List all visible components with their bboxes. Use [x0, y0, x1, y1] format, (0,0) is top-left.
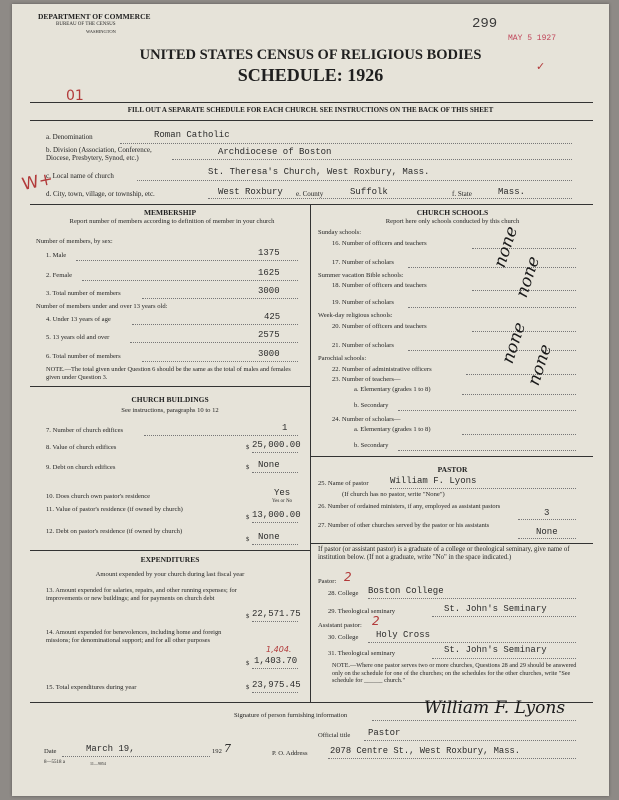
q24-label: 24. Number of scholars—: [332, 416, 401, 423]
county-value[interactable]: Suffolk: [350, 187, 388, 197]
q8-value-of-edifices[interactable]: 25,000.00: [252, 440, 301, 450]
q8-label: 8. Value of church edifices: [46, 444, 117, 451]
q5-over13-value[interactable]: 2575: [258, 330, 280, 340]
q12-line: [252, 544, 298, 545]
city-label: d. City, town, village, or township, etc.: [46, 190, 155, 198]
q2-label: 2. Female: [46, 272, 73, 279]
q15-line: [252, 692, 298, 693]
members-by-age-heading: Number of members under and over 13 years old:: [36, 303, 168, 310]
q30-line: [368, 642, 576, 643]
year-suffix: 7: [224, 742, 231, 755]
pastor-signature: William F. Lyons: [424, 698, 566, 718]
q6-label: 6. Total number of members: [46, 353, 121, 360]
q30-college-value[interactable]: Holy Cross: [376, 630, 431, 640]
q2-female-value[interactable]: 1625: [258, 268, 280, 278]
assistant-subheading: Assistant pastor:: [318, 622, 362, 629]
q11-dollar-sign: $: [246, 514, 250, 521]
handwritten-none-3: none: [498, 319, 531, 367]
q15-label: 15. Total expenditures during year: [46, 684, 137, 691]
date-line: [62, 756, 210, 757]
q9-line: [252, 472, 298, 473]
form-instructions: FILL OUT A SEPARATE SCHEDULE FOR EACH CHURCH. SEE INSTRUCTIONS ON THE BACK OF THIS SHEET: [127, 106, 494, 114]
q14-label: 14. Amount expended for benevolences, including home and foreign missions; for denominational support; and for all other purposes: [46, 629, 222, 644]
q26-assistant-pastors-value[interactable]: 3: [544, 508, 550, 518]
received-date-stamp: MAY 5 1927: [508, 34, 557, 43]
q14-line: [252, 668, 298, 669]
q2-line: [82, 280, 298, 281]
pastor-red-mark: 2: [344, 570, 352, 584]
q23a-line: [462, 394, 576, 395]
schools-title: CHURCH SCHOOLS: [416, 208, 489, 217]
parochial-schools-heading: Parochial schools:: [318, 355, 367, 362]
membership-note: NOTE.—The total given under Question 6 should be the same as the total of males and females given under Question 3.: [46, 366, 291, 381]
pastor-title: PASTOR: [437, 465, 468, 474]
q7-label: 7. Number of church edifices: [46, 427, 124, 434]
q24b-label: b. Secondary: [354, 442, 389, 449]
address-line: [328, 758, 576, 759]
q9-dollar-sign: $: [246, 464, 250, 471]
q18-label: 18. Number of officers and teachers: [332, 282, 427, 289]
q3-label: 3. Total number of members: [46, 290, 121, 297]
q10-label: 10. Does church own pastor's residence: [46, 493, 151, 500]
q12-label: 12. Debt on pastor's residence (if owned by church): [46, 528, 183, 535]
census-schedule-sheet: [12, 4, 609, 796]
bureau-city: WASHINGTON: [86, 29, 116, 34]
department-name: DEPARTMENT OF COMMERCE: [38, 12, 151, 21]
q21-label: 21. Number of scholars: [332, 342, 394, 349]
q14-red-correction: 1,404.: [266, 645, 292, 654]
local-name-line: [137, 180, 572, 181]
q15-total-expenditures-value[interactable]: 23,975.45: [252, 680, 301, 690]
form-subtitle: SCHEDULE: 1926: [237, 65, 384, 85]
q28-label: 28. College: [328, 590, 359, 597]
q31-seminary-value[interactable]: St. John's Seminary: [444, 645, 547, 655]
weekday-schools-heading: Week-day religious schools:: [318, 312, 393, 319]
q25-pastor-name-value[interactable]: William F. Lyons: [390, 476, 477, 486]
header-rule-top: [30, 102, 593, 103]
membership-intro: Report number of members according to definition of member in your church: [69, 218, 275, 225]
handwritten-none-2: none: [512, 253, 545, 301]
q8-dollar-sign: $: [246, 444, 250, 451]
pastor-subheading: Pastor:: [318, 578, 337, 585]
q28-college-value[interactable]: Boston College: [368, 586, 444, 596]
q25-label: 25. Name of pastor: [318, 480, 369, 487]
q5-line: [130, 342, 298, 343]
assistant-red-mark: 2: [372, 614, 380, 628]
q26-line: [518, 519, 576, 520]
q11-residence-value[interactable]: 13,000.00: [252, 510, 301, 520]
schools-bottom-rule: [310, 456, 593, 457]
division-line: [172, 159, 572, 160]
q31-line: [432, 658, 576, 659]
handwritten-none-4: none: [524, 341, 557, 389]
division-value[interactable]: Archdiocese of Boston: [218, 147, 332, 157]
handwritten-none-1: none: [490, 223, 523, 271]
q22-label: 22. Number of administrative officers: [332, 366, 432, 373]
q10-residence-value[interactable]: Yes: [274, 488, 291, 498]
form-number-stamp: 299: [472, 16, 498, 32]
q12-debt-value[interactable]: None: [258, 532, 280, 542]
q31-label: 31. Theological seminary: [328, 650, 396, 657]
q13-label: 13. Amount expended for salaries, repairs, and other running expenses; for improvements or new buildings; and for payments on church debt: [46, 587, 237, 602]
division-label: b. Division (Association, Conference, Diocese, Presbytery, Synod, etc.): [46, 146, 152, 162]
q1-line: [76, 260, 298, 261]
q23a-label: a. Elementary (grades 1 to 8): [354, 386, 431, 393]
pastor-note: NOTE.—Where one pastor serves two or more churches, Questions 28 and 29 should be answered only on the schedule for one of the churches; on the schedules for the other churches, write "See schedule for ______ church.": [332, 662, 577, 684]
q28-line: [368, 598, 576, 599]
print-code: 11—9054: [90, 761, 106, 766]
denomination-line: [120, 143, 572, 144]
q19-line: [408, 307, 576, 308]
q29-line: [432, 616, 576, 617]
denomination-value[interactable]: Roman Catholic: [154, 130, 230, 140]
identification-bottom-rule: [30, 204, 593, 205]
red-check-mark: ✓: [536, 61, 546, 73]
q13-dollar-sign: $: [246, 613, 250, 620]
sunday-schools-heading: Sunday schools:: [318, 229, 362, 236]
form-code: 8—5518 a: [44, 760, 65, 765]
q25-hint: (If church has no pastor, write "None"): [342, 491, 445, 498]
bureau-name: BUREAU OF THE CENSUS: [56, 22, 116, 27]
q4-line: [132, 324, 298, 325]
q9-label: 9. Debt on church edifices: [46, 464, 116, 471]
schools-intro: Report here only schools conducted by this church: [385, 218, 520, 225]
q11-line: [252, 522, 298, 523]
q15-dollar-sign: $: [246, 684, 250, 691]
signature-line: [372, 720, 576, 721]
buildings-title: CHURCH BUILDINGS: [131, 395, 209, 404]
column-divider: [310, 204, 311, 702]
summer-schools-heading: Summer vacation Bible schools:: [318, 272, 404, 279]
q4-label: 4. Under 13 years of age: [46, 316, 111, 323]
q1-label: 1. Male: [46, 252, 67, 259]
q24b-line: [398, 450, 576, 451]
county-label: e. County: [296, 190, 324, 198]
q27-line: [518, 538, 576, 539]
q29-seminary-value[interactable]: St. John's Seminary: [444, 604, 547, 614]
red-code-mark: 01: [66, 88, 84, 104]
q27-label: 27. Number of other churches served by the pastor or his assistants: [318, 522, 490, 529]
q24a-line: [462, 434, 576, 435]
address-value[interactable]: 2078 Centre St., West Roxbury, Mass.: [330, 746, 521, 756]
address-label: P. O. Address: [272, 750, 308, 757]
header-rule-bottom: [30, 120, 593, 121]
expenditures-title: EXPENDITURES: [140, 555, 200, 564]
q26-label: 26. Number of ordained ministers, if any, employed as assistant pastors: [318, 503, 501, 510]
date-label: Date: [44, 748, 57, 755]
year-prefix: 192: [212, 748, 222, 755]
q29-label: 29. Theological seminary: [328, 608, 396, 615]
q14-benevolences-value[interactable]: 1,403.70: [254, 656, 298, 666]
state-value[interactable]: Mass.: [498, 187, 526, 197]
signature-label: Signature of person furnishing information: [234, 712, 348, 719]
q23b-label: b. Secondary: [354, 402, 389, 409]
q17-label: 17. Number of scholars: [332, 259, 394, 266]
members-by-sex-heading: Number of members, by sex:: [36, 238, 113, 245]
q23-label: 23. Number of teachers—: [332, 376, 401, 383]
q7-edifices-value[interactable]: 1: [282, 423, 288, 433]
local-name-label: c. Local name of church: [46, 172, 114, 180]
q3-line: [142, 298, 298, 299]
q7-line: [144, 435, 298, 436]
buildings-bottom-rule: [30, 550, 310, 551]
q3-total-value[interactable]: 3000: [258, 286, 280, 296]
city-line: [208, 198, 572, 199]
state-label: f. State: [452, 190, 472, 198]
q10-hint: Yes or No: [272, 499, 293, 504]
denomination-label: a. Denomination: [46, 133, 93, 141]
q19-label: 19. Number of scholars: [332, 299, 394, 306]
q23b-line: [398, 410, 576, 411]
q8-line: [252, 452, 298, 453]
expenditures-intro: Amount expended by your church during last fiscal year: [95, 571, 245, 578]
local-name-value[interactable]: St. Theresa's Church, West Roxbury, Mass.: [208, 167, 430, 177]
q16-label: 16. Number of officers and teachers: [332, 240, 427, 247]
q24a-label: a. Elementary (grades 1 to 8): [354, 426, 431, 433]
q6-total-value[interactable]: 3000: [258, 349, 280, 359]
q5-label: 5. 13 years old and over: [46, 334, 110, 341]
q12-dollar-sign: $: [246, 536, 250, 543]
q4-under13-value[interactable]: 425: [264, 312, 281, 322]
pastor-mid-rule: [310, 543, 593, 544]
official-title-label: Official title: [318, 732, 351, 739]
membership-bottom-rule: [30, 386, 310, 387]
q16-line: [472, 248, 576, 249]
q6-line: [142, 361, 298, 362]
college-intro: If pastor (or assistant pastor) is a graduate of a college or theological seminary, give name of institution below. (If not a graduate, write "No" in the space indicated.): [318, 546, 570, 561]
q9-debt-value[interactable]: None: [258, 460, 280, 470]
q25-line: [390, 488, 576, 489]
q22-line: [466, 374, 576, 375]
membership-title: MEMBERSHIP: [143, 208, 197, 217]
q11-label: 11. Value of pastor's residence (if owned by church): [46, 506, 183, 513]
margin-red-note: W+: [20, 168, 55, 196]
official-title-value[interactable]: Pastor: [368, 728, 401, 738]
q13-running-expenses-value[interactable]: 22,571.75: [252, 609, 301, 619]
q27-other-churches-value[interactable]: None: [536, 527, 558, 537]
q13-line: [252, 621, 298, 622]
q14-dollar-sign: $: [246, 660, 250, 667]
city-value[interactable]: West Roxbury: [218, 187, 283, 197]
form-title: UNITED STATES CENSUS OF RELIGIOUS BODIES: [139, 47, 482, 63]
q1-male-value[interactable]: 1375: [258, 248, 280, 258]
q20-label: 20. Number of officers and teachers: [332, 323, 427, 330]
q17-line: [408, 267, 576, 268]
date-value[interactable]: March 19,: [86, 744, 135, 754]
buildings-intro: See instructions, paragraphs 10 to 12: [121, 407, 219, 414]
q30-label: 30. College: [328, 634, 359, 641]
official-title-line: [364, 740, 576, 741]
